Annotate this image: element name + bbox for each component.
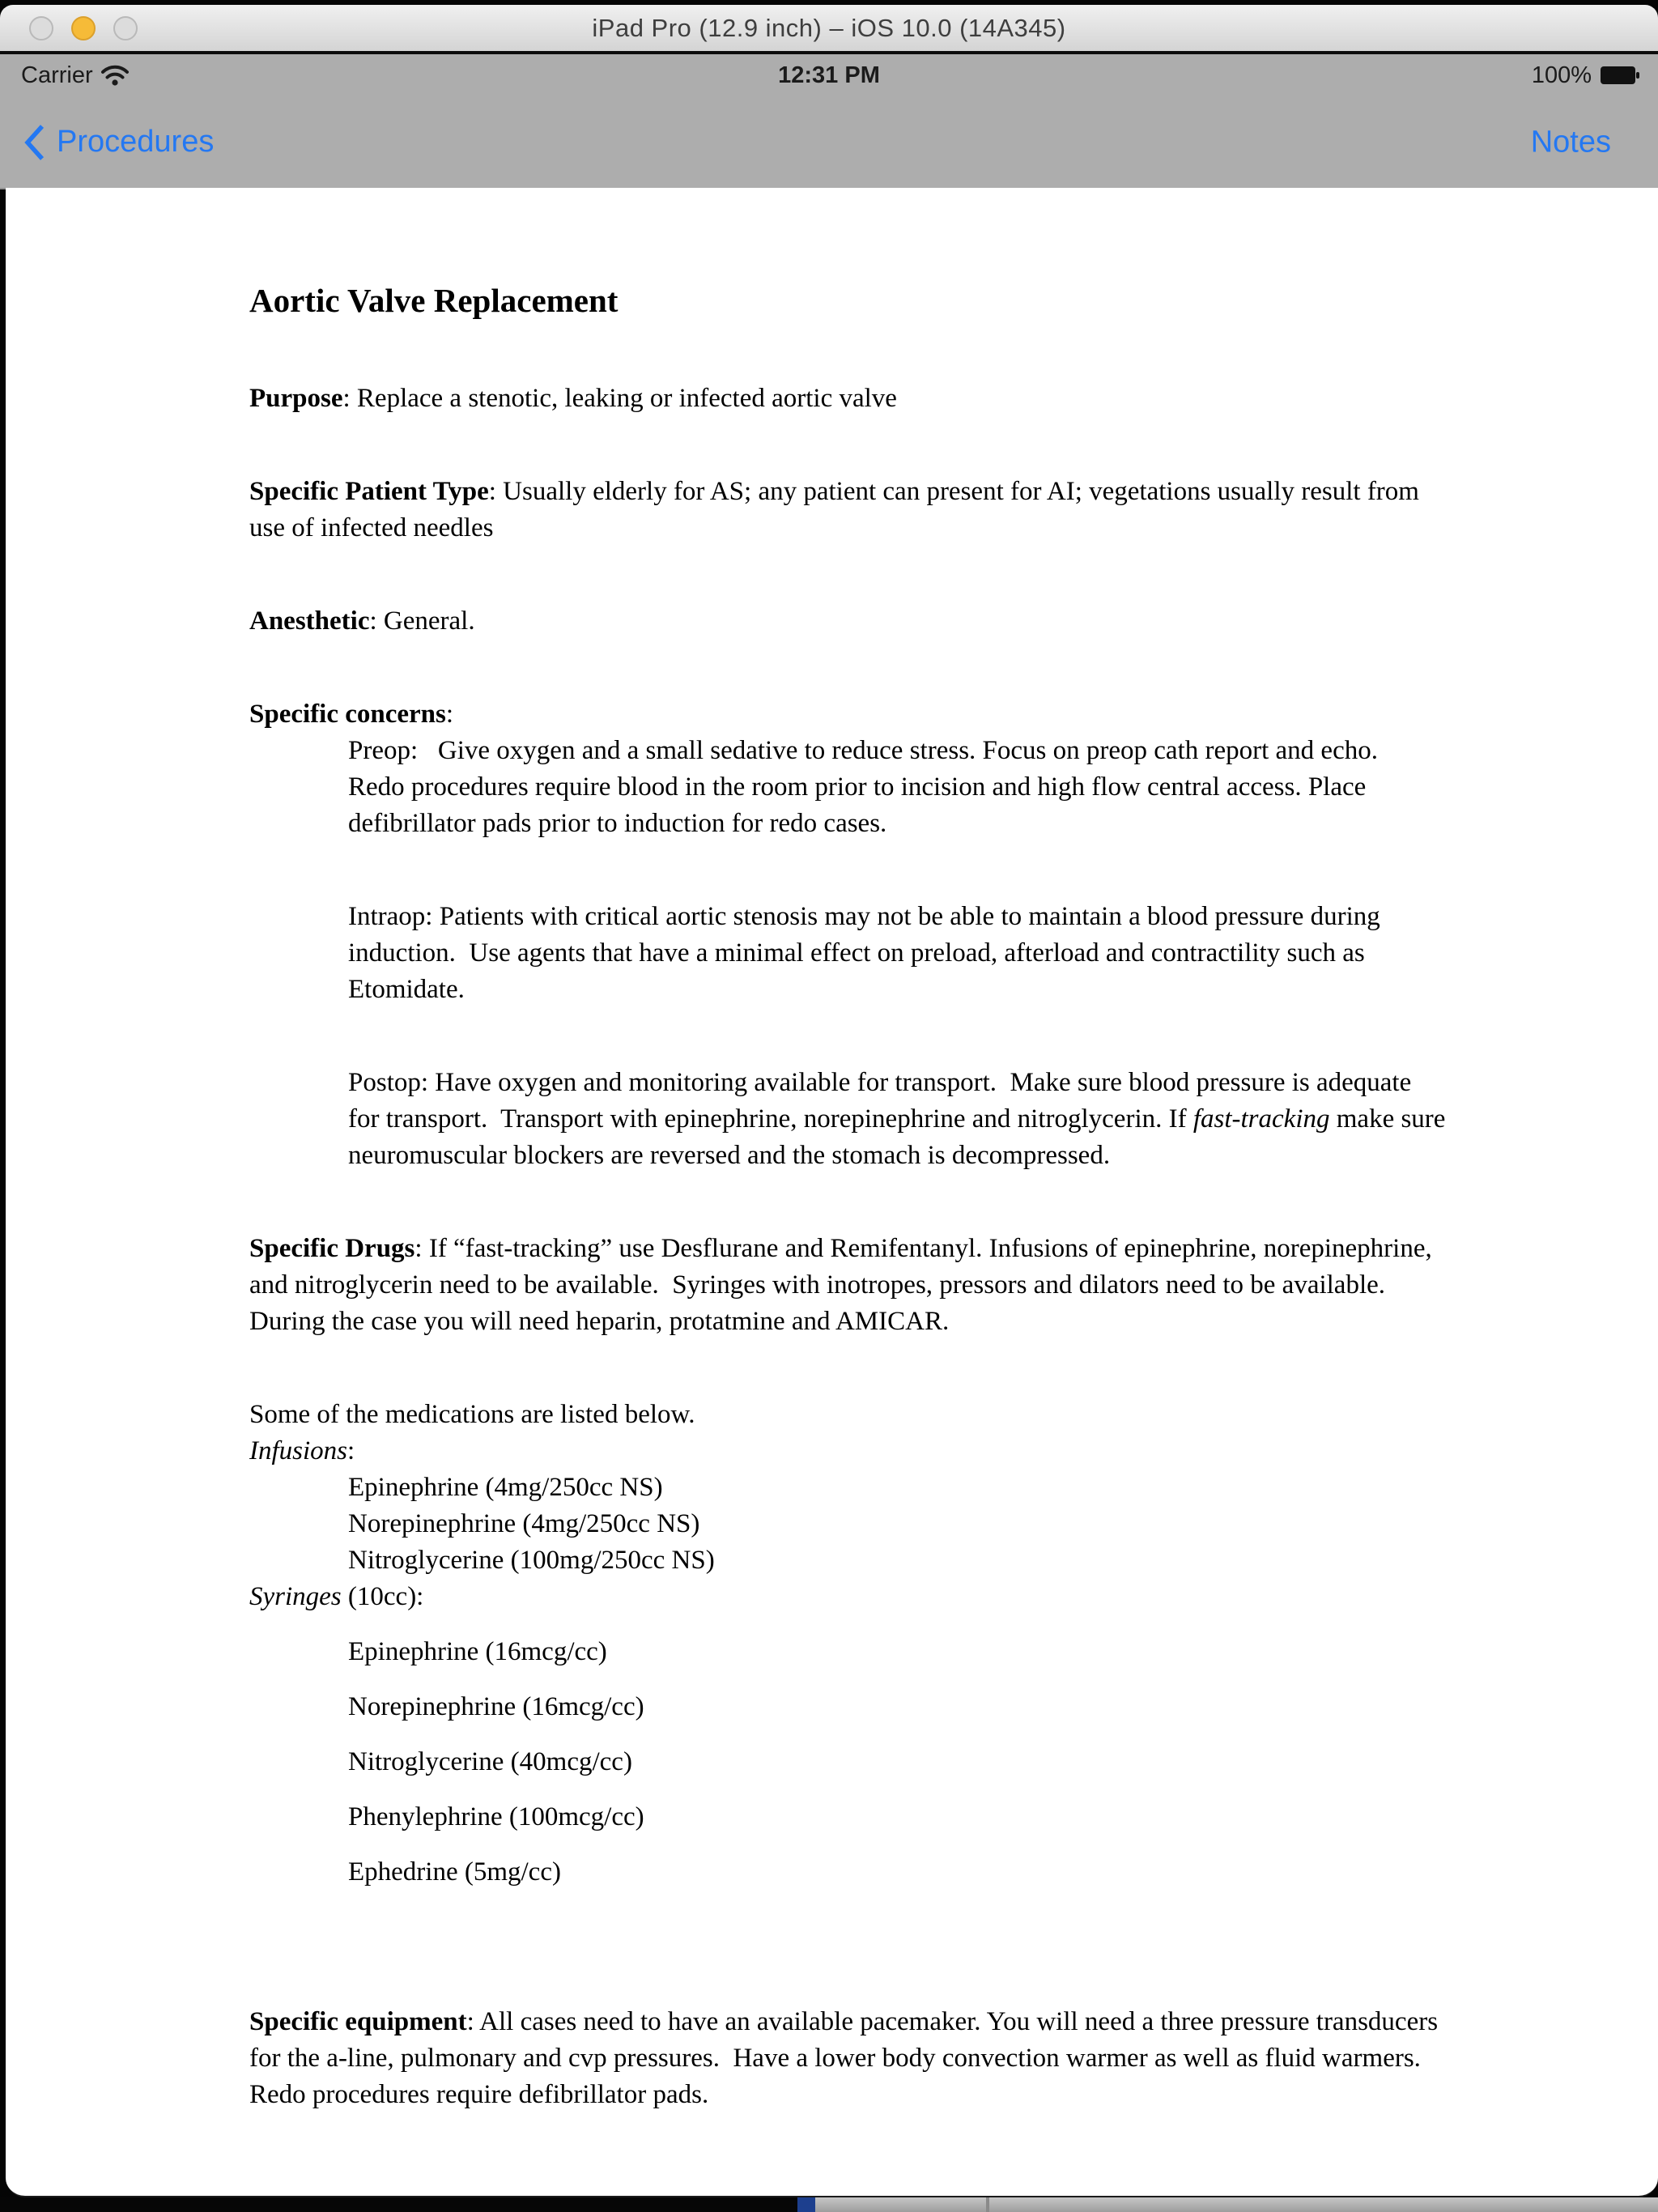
document-title bbox=[249, 279, 1448, 322]
text-run: Anesthetic bbox=[249, 606, 370, 636]
doc-paragraph bbox=[348, 1689, 1448, 1725]
back-button-label: Procedures bbox=[57, 125, 215, 159]
doc-paragraph bbox=[249, 1397, 1448, 1433]
text-run: Infusions bbox=[249, 1436, 348, 1465]
battery-icon bbox=[1600, 66, 1640, 85]
doc-paragraph bbox=[348, 733, 1448, 842]
minimize-window-button[interactable] bbox=[71, 16, 96, 40]
doc-paragraph bbox=[348, 1634, 1448, 1670]
window-title: iPad Pro (12.9 inch) – iOS 10.0 (14A345) bbox=[592, 13, 1066, 42]
text-run: Epinephrine (4mg/250cc NS) bbox=[348, 1473, 663, 1502]
doc-paragraph bbox=[348, 1744, 1448, 1780]
text-run: Norepinephrine (4mg/250cc NS) bbox=[348, 1509, 700, 1538]
text-run: : Usually elderly for AS; any patient can present for AI; vegetations usually result from use of infected needles bbox=[249, 477, 1426, 542]
text-run: Specific equipment bbox=[249, 2007, 467, 2036]
traffic-light-buttons bbox=[29, 16, 138, 40]
chevron-left-icon bbox=[23, 123, 45, 162]
text-run: make sure neuromuscular blockers are reversed and the stomach is decompressed. bbox=[348, 1104, 1452, 1170]
text-run: (10cc): bbox=[341, 1582, 424, 1611]
text-run: : If “fast-tracking” use Desflurane and Remifentanyl. Infusions of epinephrine, norepinephrine, and nitroglycerin need to be available. Syringes with inotropes, pressors and dilators need to be available. During the case you will need heparin, protatmine and AMICAR. bbox=[249, 1234, 1439, 1336]
doc-paragraph bbox=[348, 899, 1448, 1008]
text-run: Ephedrine (5mg/cc) bbox=[348, 1857, 561, 1887]
text-run: Some of the medications are listed below. bbox=[249, 1400, 695, 1429]
text-run: Nitroglycerine (100mg/250cc NS) bbox=[348, 1546, 715, 1575]
text-run: fast-tracking bbox=[1192, 1104, 1330, 1134]
doc-paragraph bbox=[249, 474, 1448, 547]
text-run: Specific Drugs bbox=[249, 1234, 415, 1263]
doc-paragraph bbox=[249, 2004, 1448, 2113]
text-run: : bbox=[445, 700, 454, 729]
doc-paragraph bbox=[249, 1579, 1448, 1615]
mac-window-titlebar bbox=[0, 5, 1658, 54]
text-run: Aortic Valve Replacement bbox=[249, 282, 619, 319]
text-run: Norepinephrine (16mcg/cc) bbox=[348, 1692, 644, 1721]
bottom-strip-blue-segment bbox=[797, 2197, 815, 2212]
text-run: Syringes bbox=[249, 1582, 342, 1611]
doc-paragraph bbox=[348, 1506, 1448, 1542]
battery-percent-label: 100% bbox=[1531, 62, 1592, 88]
status-time: 12:31 PM bbox=[778, 62, 880, 88]
doc-paragraph bbox=[249, 603, 1448, 640]
text-run: Preop: Give oxygen and a small sedative to reduce stress. Focus on preop cath report and echo. Redo procedures require blood in the room prior to incision and high flow central access. Place defibrillator pads prior to induction for redo cases. bbox=[348, 736, 1398, 838]
text-run: : General. bbox=[369, 606, 475, 636]
window-bottom-strip bbox=[0, 2197, 1658, 2212]
text-run: Specific concerns bbox=[249, 700, 446, 729]
status-right bbox=[1532, 62, 1640, 89]
doc-paragraph bbox=[348, 1854, 1448, 1891]
doc-paragraph bbox=[348, 1542, 1448, 1579]
doc-paragraph bbox=[249, 696, 1448, 733]
doc-paragraph bbox=[348, 1065, 1452, 1174]
ios-chrome bbox=[0, 54, 1658, 189]
navigation-bar bbox=[0, 96, 1658, 188]
text-run: Intraop: Patients with critical aortic stenosis may not be able to maintain a blood pressure during induction. Use agents that have a minimal effect on preload, afterload and contractility such as Etomidate. bbox=[348, 902, 1388, 1004]
status-bar bbox=[0, 54, 1658, 96]
document-scroll-view[interactable] bbox=[6, 188, 1658, 2197]
back-button[interactable] bbox=[23, 123, 214, 162]
text-run: : bbox=[347, 1436, 355, 1465]
doc-paragraph bbox=[249, 1433, 1448, 1470]
text-run: Specific Patient Type bbox=[249, 477, 489, 506]
text-run: Purpose bbox=[249, 384, 343, 413]
bottom-strip-divider bbox=[986, 2197, 989, 2212]
doc-paragraph bbox=[348, 1470, 1448, 1506]
text-run: Epinephrine (16mcg/cc) bbox=[348, 1637, 607, 1666]
text-run: Postop: Have oxygen and monitoring available for transport. Make sure blood pressure is adequate for transport. Transport with epinephrine, norepinephrine and nitroglycerin. If bbox=[348, 1068, 1418, 1134]
notes-button[interactable]: Notes bbox=[1530, 125, 1611, 159]
doc-paragraph bbox=[348, 1799, 1448, 1836]
close-window-button[interactable] bbox=[29, 16, 53, 40]
text-run: Nitroglycerine (40mcg/cc) bbox=[348, 1747, 632, 1776]
text-run: : All cases need to have an available pacemaker. You will need a three pressure transducers for the a-line, pulmonary and cvp pressures. Have a lower body convection warmer as well as fluid warmers. Redo procedures require defibrillator pads. bbox=[249, 2007, 1445, 2109]
doc-paragraph bbox=[249, 1231, 1448, 1340]
bottom-strip-gray bbox=[815, 2197, 1658, 2212]
document-content bbox=[6, 188, 1658, 2196]
text-run: Phenylephrine (100mcg/cc) bbox=[348, 1802, 644, 1831]
bottom-strip-black bbox=[0, 2197, 797, 2212]
text-run: : Replace a stenotic, leaking or infected aortic valve bbox=[342, 384, 897, 413]
doc-paragraph bbox=[249, 381, 1448, 417]
carrier-label: Carrier bbox=[21, 62, 93, 88]
zoom-window-button[interactable] bbox=[113, 16, 138, 40]
